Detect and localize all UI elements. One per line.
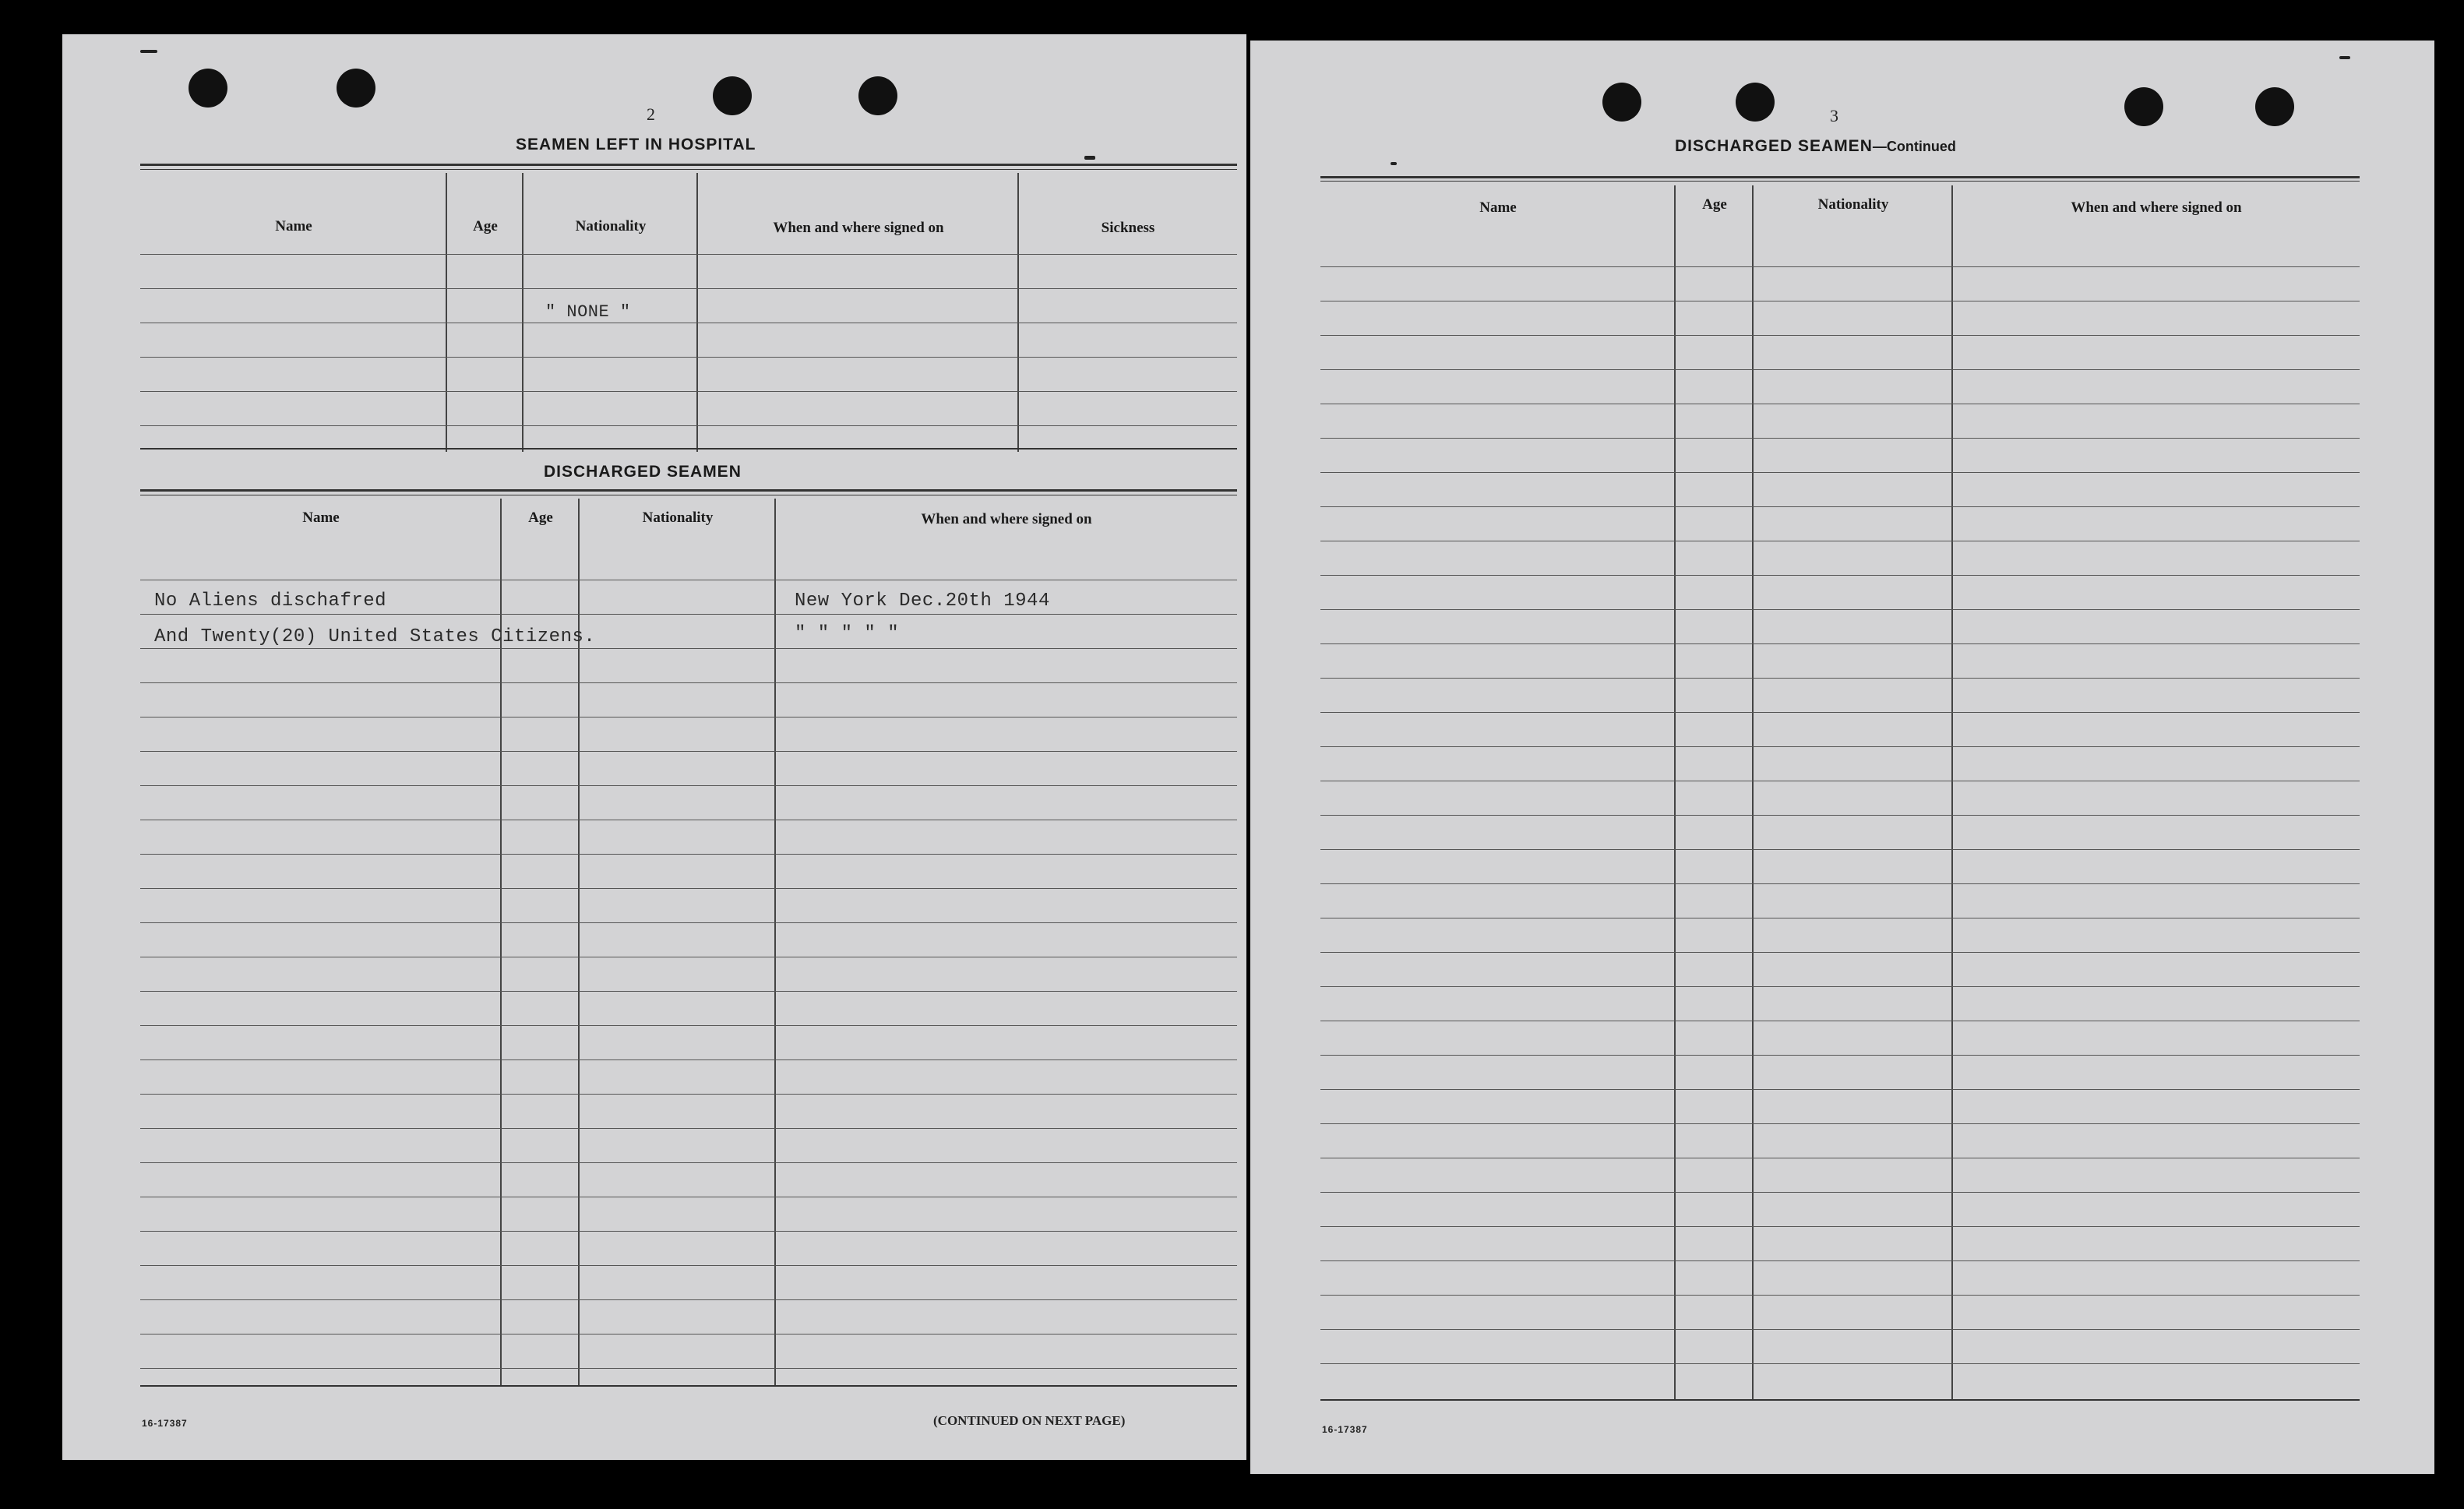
- discharged-continued-title: [1675, 137, 1956, 156]
- column-divider: [446, 173, 447, 452]
- punch-hole: [337, 69, 375, 108]
- ruled-line: [1320, 506, 2360, 507]
- rule: [1320, 176, 2360, 178]
- ruled-line: [1320, 746, 2360, 747]
- col-head-nationality: Nationality: [642, 509, 714, 526]
- rule: [1320, 1399, 2360, 1401]
- ruled-line: [140, 1231, 1237, 1232]
- discharged-section-title: DISCHARGED SEAMEN: [544, 463, 742, 481]
- ruled-line: [1320, 575, 2360, 576]
- col-head-age: Age: [1702, 196, 1727, 213]
- ruled-line: [1320, 1226, 2360, 1227]
- discharged-entry-signed-on: " " " " ": [795, 623, 900, 644]
- ruled-line: [1320, 1123, 2360, 1124]
- column-divider: [1951, 185, 1953, 1401]
- ruled-line: [1320, 1089, 2360, 1090]
- ruled-line: [1320, 266, 2360, 267]
- col-head-signed-on: When and where signed on: [921, 511, 1092, 527]
- ruled-line: [1320, 883, 2360, 884]
- ruled-line: [140, 288, 1237, 289]
- section-title-suffix: —Continued: [1872, 139, 1956, 154]
- ruled-line: [1320, 849, 2360, 850]
- punch-hole: [189, 69, 227, 108]
- ruled-line: [140, 785, 1237, 786]
- column-divider: [1752, 185, 1754, 1401]
- ruled-line: [1320, 438, 2360, 439]
- ruled-line: [140, 391, 1237, 392]
- page-number: 2: [647, 104, 655, 124]
- ruled-line: [140, 254, 1237, 255]
- ruled-line: [1320, 335, 2360, 336]
- speck: [1084, 156, 1095, 160]
- rule: [140, 164, 1237, 166]
- column-divider: [774, 499, 776, 1387]
- col-head-name: Name: [302, 509, 340, 526]
- ruled-line: [140, 357, 1237, 358]
- ruled-line: [140, 1368, 1237, 1369]
- ruled-line: [1320, 678, 2360, 679]
- rule: [140, 1385, 1237, 1387]
- hospital-entry-none: " NONE ": [545, 302, 631, 322]
- discharged-continued-table: [1320, 185, 2360, 1401]
- punch-hole: [713, 76, 752, 115]
- ruled-line: [1320, 986, 2360, 987]
- column-divider: [1674, 185, 1676, 1401]
- ruled-line: [1320, 1363, 2360, 1364]
- discharged-entry-name: No Aliens dischafred: [154, 591, 387, 612]
- ruled-line: [140, 1128, 1237, 1129]
- punch-hole: [1736, 83, 1775, 122]
- punch-hole: [858, 76, 897, 115]
- ruled-line: [1320, 472, 2360, 473]
- form-code: 16-17387: [142, 1418, 188, 1429]
- ruled-line: [1320, 643, 2360, 644]
- ruled-line: [140, 888, 1237, 889]
- ruled-line: [140, 614, 1237, 615]
- rule: [140, 169, 1237, 170]
- speck: [140, 50, 157, 53]
- ruled-line: [140, 751, 1237, 752]
- punch-hole: [2255, 87, 2294, 126]
- ruled-line: [1320, 609, 2360, 610]
- discharged-table: [140, 499, 1237, 1387]
- ruled-line: [140, 922, 1237, 923]
- ruled-line: [1320, 1329, 2360, 1330]
- ruled-line: [140, 682, 1237, 683]
- ruled-line: [1320, 815, 2360, 816]
- col-head-age: Age: [473, 218, 498, 234]
- discharged-entry-name: And Twenty(20) United States Citizens.: [154, 626, 596, 647]
- speck: [1391, 162, 1397, 165]
- rule: [1320, 181, 2360, 182]
- left-page: [62, 34, 1246, 1460]
- ruled-line: [140, 648, 1237, 649]
- hospital-table: [140, 173, 1237, 452]
- rule: [140, 448, 1237, 450]
- ruled-line: [1320, 369, 2360, 370]
- ruled-line: [140, 425, 1237, 426]
- section-title-text: DISCHARGED SEAMEN: [1675, 137, 1873, 155]
- col-head-name: Name: [1479, 199, 1517, 216]
- column-divider: [696, 173, 698, 452]
- speck: [2339, 56, 2350, 59]
- page-number: 3: [1830, 106, 1838, 125]
- ruled-line: [140, 1265, 1237, 1266]
- right-page: [1250, 41, 2434, 1474]
- ruled-line: [140, 1299, 1237, 1300]
- ruled-line: [1320, 1260, 2360, 1261]
- col-head-signed-on: When and where signed on: [2071, 199, 2242, 216]
- col-head-signed-on: When and where signed on: [773, 220, 944, 236]
- ruled-line: [1320, 1055, 2360, 1056]
- ruled-line: [140, 854, 1237, 855]
- column-divider: [522, 173, 523, 452]
- continued-note: (CONTINUED ON NEXT PAGE): [933, 1413, 1126, 1428]
- discharged-entry-signed-on: New York Dec.20th 1944: [795, 591, 1050, 612]
- ruled-line: [140, 1059, 1237, 1060]
- col-head-age: Age: [528, 509, 553, 526]
- col-head-sickness: Sickness: [1101, 220, 1155, 236]
- col-head-nationality: Nationality: [1817, 196, 1889, 213]
- punch-hole: [1602, 83, 1641, 122]
- col-head-name: Name: [275, 218, 312, 234]
- rule: [140, 489, 1237, 492]
- hospital-section-title: SEAMEN LEFT IN HOSPITAL: [516, 136, 756, 153]
- ruled-line: [140, 1025, 1237, 1026]
- punch-hole: [2124, 87, 2163, 126]
- ruled-line: [1320, 952, 2360, 953]
- ruled-line: [140, 991, 1237, 992]
- column-divider: [1017, 173, 1019, 452]
- form-code: 16-17387: [1322, 1424, 1368, 1435]
- ruled-line: [140, 1094, 1237, 1095]
- ruled-line: [140, 1162, 1237, 1163]
- col-head-nationality: Nationality: [575, 218, 647, 234]
- ruled-line: [1320, 1192, 2360, 1193]
- ruled-line: [1320, 1295, 2360, 1296]
- ruled-line: [1320, 712, 2360, 713]
